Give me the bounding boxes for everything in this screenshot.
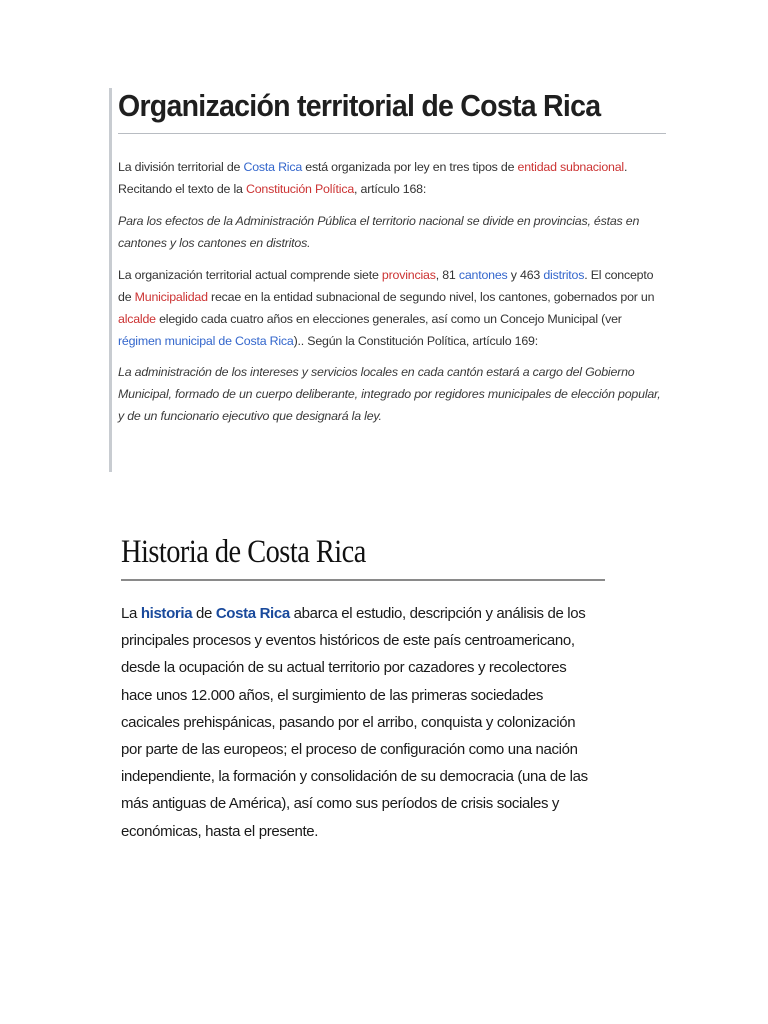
text-span: . El concepto de [118, 268, 654, 304]
text-span: ).. Según la Constitución Política, artículo 169: [293, 334, 538, 348]
link-constitucion-politica[interactable]: Constitución Política [245, 182, 355, 196]
link-entidad-subnacional[interactable]: entidad subnacional [517, 160, 624, 174]
text-span: de [192, 605, 216, 622]
text-span: La organización territorial actual comprende siete [118, 268, 382, 282]
organizacion-quote-1: Para los efectos de la Administración Pública el territorio nacional se divide en provincias, éstas en cantones y los cantones en distritos. [118, 214, 640, 250]
text-span: y 463 [507, 268, 544, 282]
link-cantones[interactable]: cantones [458, 268, 508, 282]
link-costa-rica[interactable]: Costa Rica [243, 160, 303, 174]
text-span: La división territorial de [118, 160, 244, 174]
text-span: recae en la entidad subnacional de segundo nivel, los cantones, gobernados por un [207, 290, 655, 304]
link-historia[interactable]: historia [140, 605, 193, 622]
text-span: abarca el estudio, descripción y análisis de los principales procesos y eventos históricos de este país centroamericano, desde la ocupación de su actual territorio por cazadores y recolectores hace unos 12.000 años, el surgimiento de las primeras sociedades cacicales prehispánicas, pasando por el arribo, conquista y colonización por parte de las europeos; el proceso de configuración como una nación independiente, la formación y consolidación de su democracia (una de las más antiguas de América), así como sus períodos de crisis sociales y económicas, hasta el presente. [121, 605, 588, 840]
link-regimen-municipal[interactable]: régimen municipal de Costa Rica [118, 334, 294, 348]
organizacion-title-rule [118, 133, 666, 134]
link-alcalde[interactable]: alcalde [118, 312, 156, 326]
quote-left-border [109, 88, 112, 472]
text-span: está organizada por ley en tres tipos de [302, 160, 518, 174]
organizacion-paragraph-2 [118, 264, 666, 352]
historia-section [121, 530, 607, 845]
link-costa-rica-historia[interactable]: Costa Rica [215, 605, 290, 622]
organizacion-paragraph-1 [118, 156, 666, 200]
organizacion-section [118, 84, 666, 427]
organizacion-quote-2: La administración de los intereses y servicios locales en cada cantón estará a cargo del Gobierno Municipal, formado de un cuerpo deliberante, integrado por regidores municipales de elección popular, y de un funcionario ejecutivo que designará la ley. [118, 365, 661, 423]
text-span: . Recitando el texto de la [118, 160, 628, 196]
historia-paragraph [121, 600, 591, 845]
link-distritos[interactable]: distritos [543, 268, 585, 282]
text-span: , artículo 168: [354, 182, 427, 196]
text-span: La [121, 605, 141, 622]
link-provincias[interactable]: provincias [381, 268, 436, 282]
organizacion-title: Organización territorial de Costa Rica [118, 88, 601, 123]
text-span: , 81 [435, 268, 459, 282]
historia-title: Historia de Costa Rica [121, 534, 366, 570]
historia-title-rule [121, 579, 605, 581]
link-municipalidad[interactable]: Municipalidad [134, 290, 208, 304]
text-span: elegido cada cuatro años en elecciones generales, así como un Concejo Municipal (ver [155, 312, 622, 326]
